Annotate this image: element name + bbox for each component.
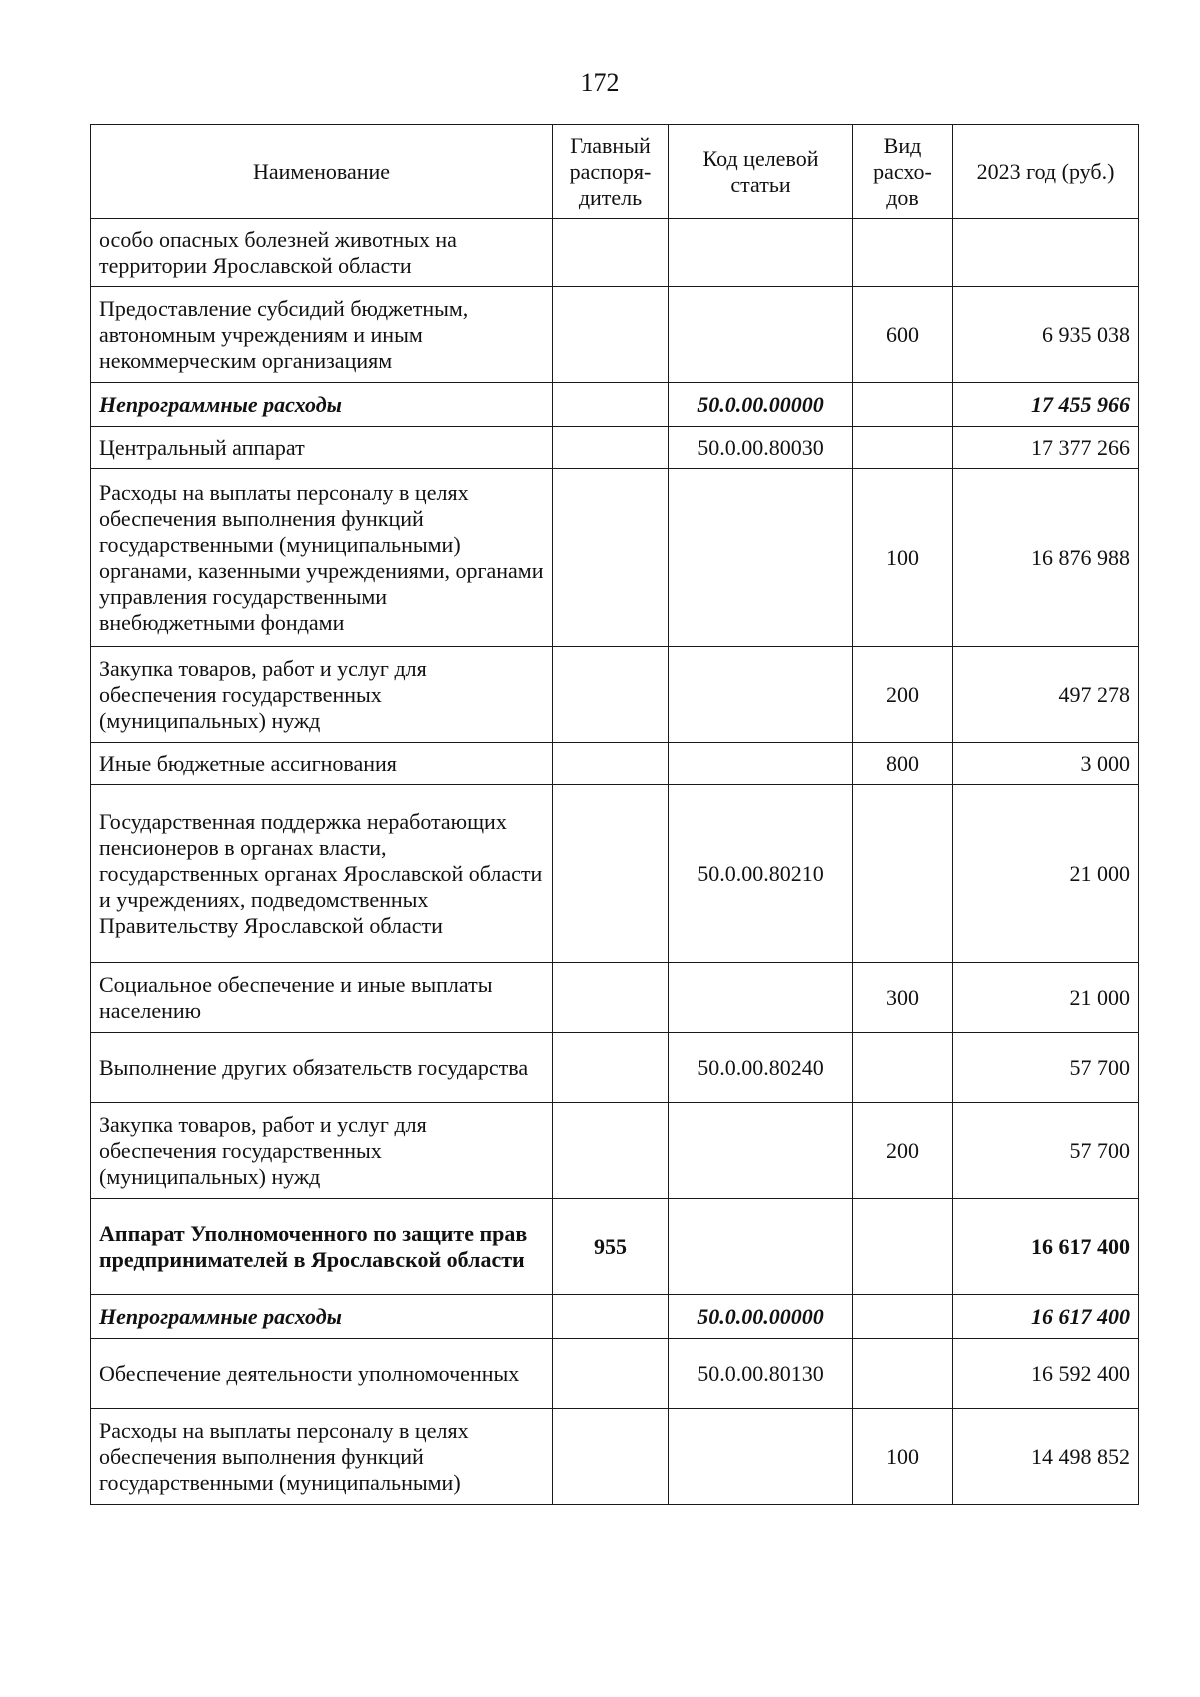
row-code (669, 647, 853, 743)
row-ordinator (553, 785, 669, 963)
row-ordinator (553, 1295, 669, 1339)
row-vid: 300 (853, 963, 953, 1033)
table-row (91, 1339, 1139, 1409)
row-ordinator (553, 743, 669, 785)
row-vid: 100 (853, 469, 953, 647)
row-code: 50.0.00.00000 (669, 383, 853, 427)
table-row (91, 383, 1139, 427)
header-amount: 2023 год (руб.) (953, 125, 1139, 219)
row-ordinator (553, 469, 669, 647)
row-amount: 21 000 (953, 785, 1139, 963)
table-row (91, 743, 1139, 785)
row-vid (853, 785, 953, 963)
budget-table (90, 124, 1139, 1505)
row-code (669, 287, 853, 383)
table-row (91, 1033, 1139, 1103)
table-row (91, 1295, 1139, 1339)
row-vid (853, 1339, 953, 1409)
row-ordinator (553, 1409, 669, 1505)
row-name: Выполнение других обязательств государства (91, 1033, 553, 1103)
table-row (91, 1409, 1139, 1505)
row-amount: 14 498 852 (953, 1409, 1139, 1505)
row-name: Расходы на выплаты персоналу в целях обеспечения выполнения функций государственными (муниципальными) (91, 1409, 553, 1505)
row-vid: 800 (853, 743, 953, 785)
row-ordinator: 955 (553, 1199, 669, 1295)
table-row (91, 219, 1139, 287)
table-row (91, 469, 1139, 647)
row-amount: 16 592 400 (953, 1339, 1139, 1409)
row-vid (853, 219, 953, 287)
row-name: Закупка товаров, работ и услуг для обеспечения государственных (муниципальных) нужд (91, 1103, 553, 1199)
row-name: Обеспечение деятельности уполномоченных (91, 1339, 553, 1409)
row-ordinator (553, 427, 669, 469)
row-code (669, 1199, 853, 1295)
table-header-row (91, 125, 1139, 219)
row-vid: 600 (853, 287, 953, 383)
row-amount: 57 700 (953, 1103, 1139, 1199)
row-name: Центральный аппарат (91, 427, 553, 469)
row-vid (853, 383, 953, 427)
header-name: Наименование (91, 125, 553, 219)
header-code: Код целевой статьи (669, 125, 853, 219)
row-amount: 16 617 400 (953, 1199, 1139, 1295)
row-amount: 57 700 (953, 1033, 1139, 1103)
row-vid: 200 (853, 647, 953, 743)
row-vid (853, 1199, 953, 1295)
table-row (91, 427, 1139, 469)
row-amount: 16 617 400 (953, 1295, 1139, 1339)
row-code (669, 219, 853, 287)
row-name: Иные бюджетные ассигнования (91, 743, 553, 785)
row-amount (953, 219, 1139, 287)
row-amount: 16 876 988 (953, 469, 1139, 647)
row-ordinator (553, 219, 669, 287)
row-name: Аппарат Уполномоченного по защите прав предпринимателей в Ярославской области (91, 1199, 553, 1295)
row-name: особо опасных болезней животных на территории Ярославской области (91, 219, 553, 287)
table-row (91, 647, 1139, 743)
row-name: Непрограммные расходы (91, 1295, 553, 1339)
row-code: 50.0.00.80130 (669, 1339, 853, 1409)
table-row (91, 963, 1139, 1033)
row-ordinator (553, 1339, 669, 1409)
row-name: Закупка товаров, работ и услуг для обеспечения государственных (муниципальных) нужд (91, 647, 553, 743)
row-name: Социальное обеспечение и иные выплаты населению (91, 963, 553, 1033)
row-code (669, 1103, 853, 1199)
row-amount: 6 935 038 (953, 287, 1139, 383)
row-code: 50.0.00.00000 (669, 1295, 853, 1339)
header-vid: Вид расхо-дов (853, 125, 953, 219)
row-ordinator (553, 963, 669, 1033)
row-name: Предоставление субсидий бюджетным, автономным учреждениям и иным некоммерческим организациям (91, 287, 553, 383)
header-ordinator: Главный распоря-дитель (553, 125, 669, 219)
table-row (91, 785, 1139, 963)
row-amount: 17 455 966 (953, 383, 1139, 427)
row-amount: 21 000 (953, 963, 1139, 1033)
row-amount: 3 000 (953, 743, 1139, 785)
row-vid (853, 427, 953, 469)
row-ordinator (553, 287, 669, 383)
row-vid (853, 1033, 953, 1103)
page-number: 172 (580, 68, 620, 97)
row-code (669, 469, 853, 647)
row-vid: 200 (853, 1103, 953, 1199)
row-code: 50.0.00.80210 (669, 785, 853, 963)
row-amount: 17 377 266 (953, 427, 1139, 469)
row-ordinator (553, 1103, 669, 1199)
row-vid (853, 1295, 953, 1339)
row-ordinator (553, 1033, 669, 1103)
row-ordinator (553, 383, 669, 427)
row-name: Государственная поддержка неработающих пенсионеров в органах власти, государственных органах Ярославской области и учреждениях, подведомственных Правительству Ярославской области (91, 785, 553, 963)
row-code: 50.0.00.80240 (669, 1033, 853, 1103)
row-code (669, 1409, 853, 1505)
row-name: Непрограммные расходы (91, 383, 553, 427)
row-ordinator (553, 647, 669, 743)
row-code (669, 963, 853, 1033)
row-amount: 497 278 (953, 647, 1139, 743)
table-row (91, 287, 1139, 383)
row-name: Расходы на выплаты персоналу в целях обеспечения выполнения функций государственными (муниципальными) органами, казенными учреждениями, органами управления государственными внебюджетными фондами (91, 469, 553, 647)
table-row (91, 1199, 1139, 1295)
table-row (91, 1103, 1139, 1199)
row-code (669, 743, 853, 785)
row-code: 50.0.00.80030 (669, 427, 853, 469)
row-vid: 100 (853, 1409, 953, 1505)
